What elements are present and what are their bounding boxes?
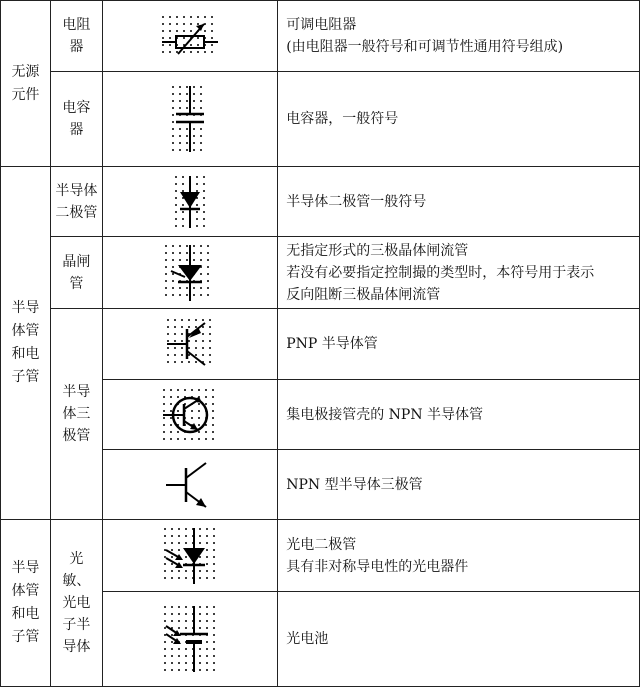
category-cell-passive	[1, 1, 51, 167]
symbol-cell	[102, 309, 277, 380]
description-cell	[278, 72, 640, 167]
category-cell-semiconductor	[1, 167, 51, 520]
symbol-cell	[102, 450, 277, 520]
description-line: 具有非对称导电性的光电器件	[286, 558, 469, 575]
category-label: 半导体管和电子管	[11, 560, 40, 645]
diode-symbol-icon	[173, 174, 207, 230]
description-cell	[278, 1, 640, 72]
subcategory-label: 半导体二极管	[55, 182, 98, 221]
description-line: NPN 型半导体三极管	[286, 476, 423, 493]
subcategory-label: 半导体三极管	[62, 384, 91, 444]
description-line: 光电池	[286, 631, 329, 647]
category-cell-optoelectronic	[1, 520, 51, 687]
photodiode-symbol-icon	[162, 526, 218, 586]
npn-transistor-case-symbol-icon	[161, 387, 219, 443]
variable-resistor-symbol-icon	[160, 14, 220, 58]
subcategory-cell	[50, 167, 102, 237]
description-cell	[278, 237, 640, 309]
subcategory-label: 电阻器	[62, 17, 91, 55]
description-cell	[278, 380, 640, 450]
table-row	[1, 72, 640, 167]
description-cell	[278, 167, 640, 237]
subcategory-cell	[50, 237, 102, 309]
table-row	[1, 237, 640, 309]
table-row	[1, 520, 640, 592]
symbol-cell	[102, 237, 277, 309]
subcategory-label: 晶闸管	[62, 253, 91, 292]
description-line: 集电极接管壳的 NPN 半导体管	[286, 406, 484, 423]
description-line: 光电二极管	[286, 536, 357, 553]
subcategory-label: 电容器	[62, 100, 91, 138]
symbol-cell	[102, 1, 277, 72]
description-line: 半导体二极管一般符号	[286, 193, 427, 210]
description-line: PNP 半导体管	[286, 336, 378, 352]
description-cell	[278, 450, 640, 520]
subcategory-cell	[50, 1, 102, 72]
category-label: 无源元件	[11, 63, 40, 103]
symbol-cell	[102, 520, 277, 592]
description-cell	[278, 592, 640, 687]
pnp-transistor-symbol-icon	[165, 317, 215, 371]
subcategory-cell	[50, 309, 102, 520]
capacitor-symbol-icon	[170, 84, 210, 154]
description-cell	[278, 309, 640, 380]
subcategory-label: 光敏、光电子半导体	[62, 551, 91, 655]
symbol-cell	[102, 592, 277, 687]
npn-transistor-symbol-icon	[164, 460, 216, 510]
subcategory-cell	[50, 520, 102, 687]
description-line: 若没有必要指定控制撮的类型时，本符号用于表示	[286, 264, 595, 281]
symbol-cell	[102, 167, 277, 237]
description-line: 无指定形式的三极晶体闸流管	[286, 242, 469, 259]
symbol-cell	[102, 72, 277, 167]
table-row	[1, 167, 640, 237]
description-line: 反向阻断三极晶体闸流管	[286, 286, 441, 303]
table-row	[1, 1, 640, 72]
photocell-symbol-icon	[162, 604, 218, 674]
description-line: 可调电阻器	[286, 17, 357, 33]
subcategory-cell	[50, 72, 102, 167]
description-line: 电容器，一般符号	[286, 111, 399, 127]
symbol-cell	[102, 380, 277, 450]
description-cell	[278, 520, 640, 592]
description-line: (由电阻器一般符号和可调节性通用符号组成)	[286, 39, 564, 55]
category-label: 半导体管和电子管	[11, 300, 40, 385]
table-row	[1, 309, 640, 380]
thyristor-symbol-icon	[163, 243, 217, 303]
